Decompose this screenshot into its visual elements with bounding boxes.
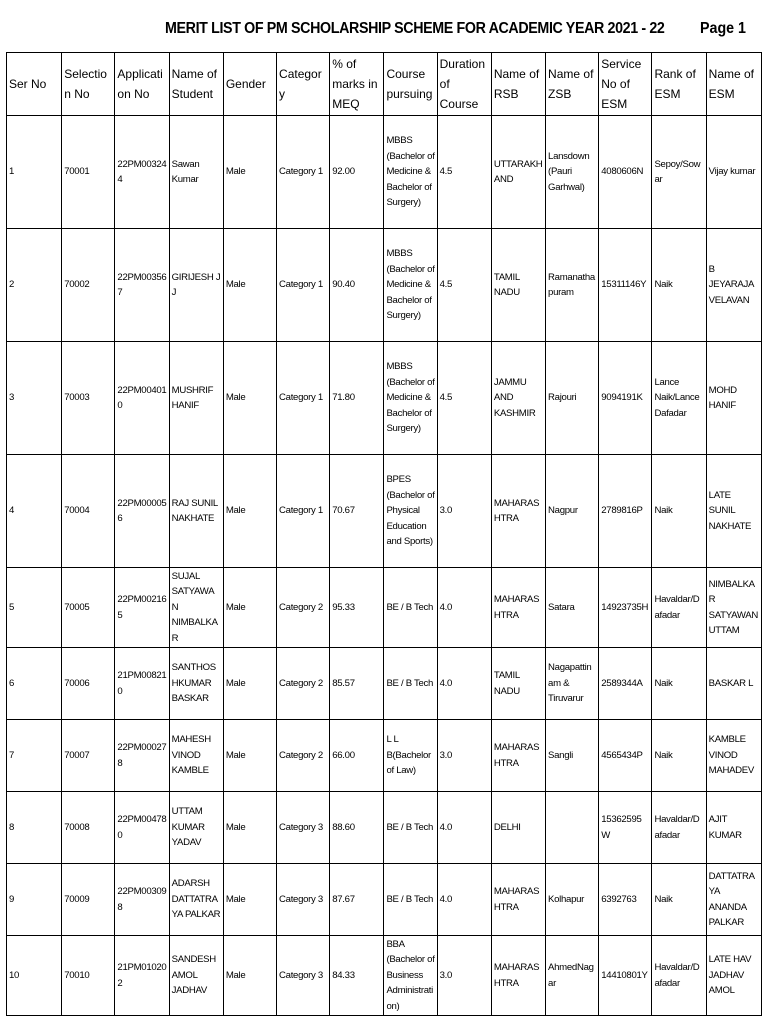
zsb-cell: Satara — [546, 568, 599, 648]
category-cell: Category 2 — [277, 720, 330, 792]
rank-cell: Havaldar/Dafadar — [652, 568, 706, 648]
category-cell: Category 1 — [277, 229, 330, 342]
category-cell: Category 3 — [277, 792, 330, 864]
esm-name-cell: LATE SUNIL NAKHATE — [706, 455, 761, 568]
rank-cell: Naik — [652, 720, 706, 792]
zsb-cell: Lansdown (Pauri Garhwal) — [546, 116, 599, 229]
category-cell: Category 1 — [277, 455, 330, 568]
zsb-cell: Ramanathapuram — [546, 229, 599, 342]
duration-cell: 4.0 — [437, 864, 491, 936]
duration-cell: 4.5 — [437, 116, 491, 229]
esm-name-cell: AJIT KUMAR — [706, 792, 761, 864]
column-header: Duration of Course — [437, 53, 491, 116]
course-cell: BE / B Tech — [384, 648, 437, 720]
gender-cell: Male — [223, 864, 276, 936]
duration-cell: 3.0 — [437, 936, 491, 1016]
rsb-cell: MAHARASHTRA — [491, 936, 545, 1016]
selection-no-cell: 70010 — [62, 936, 115, 1016]
marks-cell: 88.60 — [330, 792, 384, 864]
merit-list-table — [6, 52, 762, 1016]
column-header: Name of ZSB — [546, 53, 599, 116]
service-no-cell: 15362595W — [599, 792, 652, 864]
esm-name-cell: DATTATRAYA ANANDA PALKAR — [706, 864, 761, 936]
service-no-cell: 4080606N — [599, 116, 652, 229]
course-cell: L L B(Bachelor of Law) — [384, 720, 437, 792]
course-cell: BE / B Tech — [384, 568, 437, 648]
student-name-cell: UTTAM KUMAR YADAV — [169, 792, 223, 864]
rank-cell: Naik — [652, 455, 706, 568]
selection-no-cell: 70007 — [62, 720, 115, 792]
service-no-cell: 14923735H — [599, 568, 652, 648]
rank-cell: Havaldar/Dafadar — [652, 936, 706, 1016]
course-cell: MBBS (Bachelor of Medicine & Bachelor of Surgery) — [384, 116, 437, 229]
service-no-cell: 14410801Y — [599, 936, 652, 1016]
esm-name-cell: LATE HAV JADHAV AMOL — [706, 936, 761, 1016]
table-row — [7, 720, 762, 792]
gender-cell: Male — [223, 568, 276, 648]
application-no-cell: 22PM004780 — [115, 792, 169, 864]
document-title: MERIT LIST OF PM SCHOLARSHIP SCHEME FOR ACADEMIC YEAR 2021 - 22 — [165, 20, 665, 37]
esm-name-cell: Vijay kumar — [706, 116, 761, 229]
table-row — [7, 792, 762, 864]
gender-cell: Male — [223, 342, 276, 455]
table-row — [7, 936, 762, 1016]
rsb-cell: TAMIL NADU — [491, 648, 545, 720]
esm-name-cell: NIMBALKAR SATYAWAN UTTAM — [706, 568, 761, 648]
zsb-cell: Nagapattinam & Tiruvarur — [546, 648, 599, 720]
student-name-cell: SUJAL SATYAWAN NIMBALKAR — [169, 568, 223, 648]
table-row — [7, 342, 762, 455]
application-no-cell: 22PM002165 — [115, 568, 169, 648]
ser-no-cell: 6 — [7, 648, 62, 720]
gender-cell: Male — [223, 936, 276, 1016]
course-cell: BE / B Tech — [384, 864, 437, 936]
ser-no-cell: 5 — [7, 568, 62, 648]
rsb-cell: UTTARAKHAND — [491, 116, 545, 229]
rank-cell: Lance Naik/Lance Dafadar — [652, 342, 706, 455]
table-body — [7, 116, 762, 1016]
column-header: Name of RSB — [491, 53, 545, 116]
rank-cell: Havaldar/Dafadar — [652, 792, 706, 864]
marks-cell: 70.67 — [330, 455, 384, 568]
service-no-cell: 2789816P — [599, 455, 652, 568]
esm-name-cell: BASKAR L — [706, 648, 761, 720]
table-row — [7, 116, 762, 229]
selection-no-cell: 70009 — [62, 864, 115, 936]
column-header: Ser No — [7, 53, 62, 116]
column-header: Gender — [223, 53, 276, 116]
category-cell: Category 3 — [277, 864, 330, 936]
column-header: Service No of ESM — [599, 53, 652, 116]
category-cell: Category 2 — [277, 648, 330, 720]
ser-no-cell: 3 — [7, 342, 62, 455]
student-name-cell: RAJ SUNIL NAKHATE — [169, 455, 223, 568]
category-cell: Category 1 — [277, 342, 330, 455]
course-cell: MBBS (Bachelor of Medicine & Bachelor of Surgery) — [384, 342, 437, 455]
rank-cell: Naik — [652, 864, 706, 936]
selection-no-cell: 70005 — [62, 568, 115, 648]
zsb-cell: Rajouri — [546, 342, 599, 455]
selection-no-cell: 70001 — [62, 116, 115, 229]
selection-no-cell: 70002 — [62, 229, 115, 342]
esm-name-cell: KAMBLE VINOD MAHADEV — [706, 720, 761, 792]
gender-cell: Male — [223, 229, 276, 342]
application-no-cell: 22PM003098 — [115, 864, 169, 936]
ser-no-cell: 2 — [7, 229, 62, 342]
category-cell: Category 1 — [277, 116, 330, 229]
course-cell: BPES (Bachelor of Physical Education and Sports) — [384, 455, 437, 568]
zsb-cell: AhmedNagar — [546, 936, 599, 1016]
column-header: Course pursuing — [384, 53, 437, 116]
rsb-cell: DELHI — [491, 792, 545, 864]
duration-cell: 4.0 — [437, 792, 491, 864]
table-row — [7, 864, 762, 936]
application-no-cell: 21PM010202 — [115, 936, 169, 1016]
ser-no-cell: 9 — [7, 864, 62, 936]
duration-cell: 4.5 — [437, 229, 491, 342]
ser-no-cell: 1 — [7, 116, 62, 229]
application-no-cell: 22PM000278 — [115, 720, 169, 792]
column-header: Name of Student — [169, 53, 223, 116]
course-cell: BE / B Tech — [384, 792, 437, 864]
application-no-cell: 22PM000056 — [115, 455, 169, 568]
gender-cell: Male — [223, 792, 276, 864]
gender-cell: Male — [223, 116, 276, 229]
rank-cell: Naik — [652, 648, 706, 720]
table-row — [7, 568, 762, 648]
marks-cell: 90.40 — [330, 229, 384, 342]
service-no-cell: 2589344A — [599, 648, 652, 720]
column-header: % of marks in MEQ — [330, 53, 384, 116]
ser-no-cell: 8 — [7, 792, 62, 864]
application-no-cell: 22PM003567 — [115, 229, 169, 342]
column-header: Rank of ESM — [652, 53, 706, 116]
gender-cell: Male — [223, 648, 276, 720]
table-row — [7, 229, 762, 342]
duration-cell: 4.0 — [437, 648, 491, 720]
selection-no-cell: 70006 — [62, 648, 115, 720]
esm-name-cell: B JEYARAJAVELAVAN — [706, 229, 761, 342]
selection-no-cell: 70003 — [62, 342, 115, 455]
duration-cell: 4.5 — [437, 342, 491, 455]
ser-no-cell: 4 — [7, 455, 62, 568]
gender-cell: Male — [223, 720, 276, 792]
rsb-cell: MAHARASHTRA — [491, 720, 545, 792]
table-header-row — [7, 53, 762, 116]
application-no-cell: 22PM003244 — [115, 116, 169, 229]
course-cell: BBA (Bachelor of Business Administration) — [384, 936, 437, 1016]
ser-no-cell: 7 — [7, 720, 62, 792]
service-no-cell: 9094191K — [599, 342, 652, 455]
zsb-cell: Kolhapur — [546, 864, 599, 936]
service-no-cell: 6392763 — [599, 864, 652, 936]
student-name-cell: MUSHRIF HANIF — [169, 342, 223, 455]
column-header: Selection No — [62, 53, 115, 116]
duration-cell: 4.0 — [437, 568, 491, 648]
student-name-cell: SANDESH AMOL JADHAV — [169, 936, 223, 1016]
table-row — [7, 648, 762, 720]
rsb-cell: MAHARASHTRA — [491, 568, 545, 648]
column-header: Category — [277, 53, 330, 116]
category-cell: Category 3 — [277, 936, 330, 1016]
document-header — [0, 0, 768, 52]
marks-cell: 87.67 — [330, 864, 384, 936]
student-name-cell: GIRIJESH J J — [169, 229, 223, 342]
application-no-cell: 21PM008210 — [115, 648, 169, 720]
selection-no-cell: 70004 — [62, 455, 115, 568]
zsb-cell — [546, 792, 599, 864]
marks-cell: 95.33 — [330, 568, 384, 648]
duration-cell: 3.0 — [437, 455, 491, 568]
marks-cell: 71.80 — [330, 342, 384, 455]
rank-cell: Naik — [652, 229, 706, 342]
rsb-cell: MAHARASHTRA — [491, 864, 545, 936]
category-cell: Category 2 — [277, 568, 330, 648]
column-header: Name of ESM — [706, 53, 761, 116]
rsb-cell: JAMMU AND KASHMIR — [491, 342, 545, 455]
student-name-cell: ADARSH DATTATRAYA PALKAR — [169, 864, 223, 936]
marks-cell: 85.57 — [330, 648, 384, 720]
service-no-cell: 4565434P — [599, 720, 652, 792]
rank-cell: Sepoy/Sowar — [652, 116, 706, 229]
ser-no-cell: 10 — [7, 936, 62, 1016]
marks-cell: 84.33 — [330, 936, 384, 1016]
esm-name-cell: MOHD HANIF — [706, 342, 761, 455]
marks-cell: 92.00 — [330, 116, 384, 229]
selection-no-cell: 70008 — [62, 792, 115, 864]
course-cell: MBBS (Bachelor of Medicine & Bachelor of Surgery) — [384, 229, 437, 342]
student-name-cell: MAHESH VINOD KAMBLE — [169, 720, 223, 792]
rsb-cell: TAMIL NADU — [491, 229, 545, 342]
duration-cell: 3.0 — [437, 720, 491, 792]
zsb-cell: Sangli — [546, 720, 599, 792]
marks-cell: 66.00 — [330, 720, 384, 792]
table-row — [7, 455, 762, 568]
page-number: Page 1 — [700, 20, 746, 37]
student-name-cell: Sawan Kumar — [169, 116, 223, 229]
service-no-cell: 15311146Y — [599, 229, 652, 342]
rsb-cell: MAHARASHTRA — [491, 455, 545, 568]
column-header: Application No — [115, 53, 169, 116]
gender-cell: Male — [223, 455, 276, 568]
student-name-cell: SANTHOSHKUMAR BASKAR — [169, 648, 223, 720]
zsb-cell: Nagpur — [546, 455, 599, 568]
application-no-cell: 22PM004010 — [115, 342, 169, 455]
